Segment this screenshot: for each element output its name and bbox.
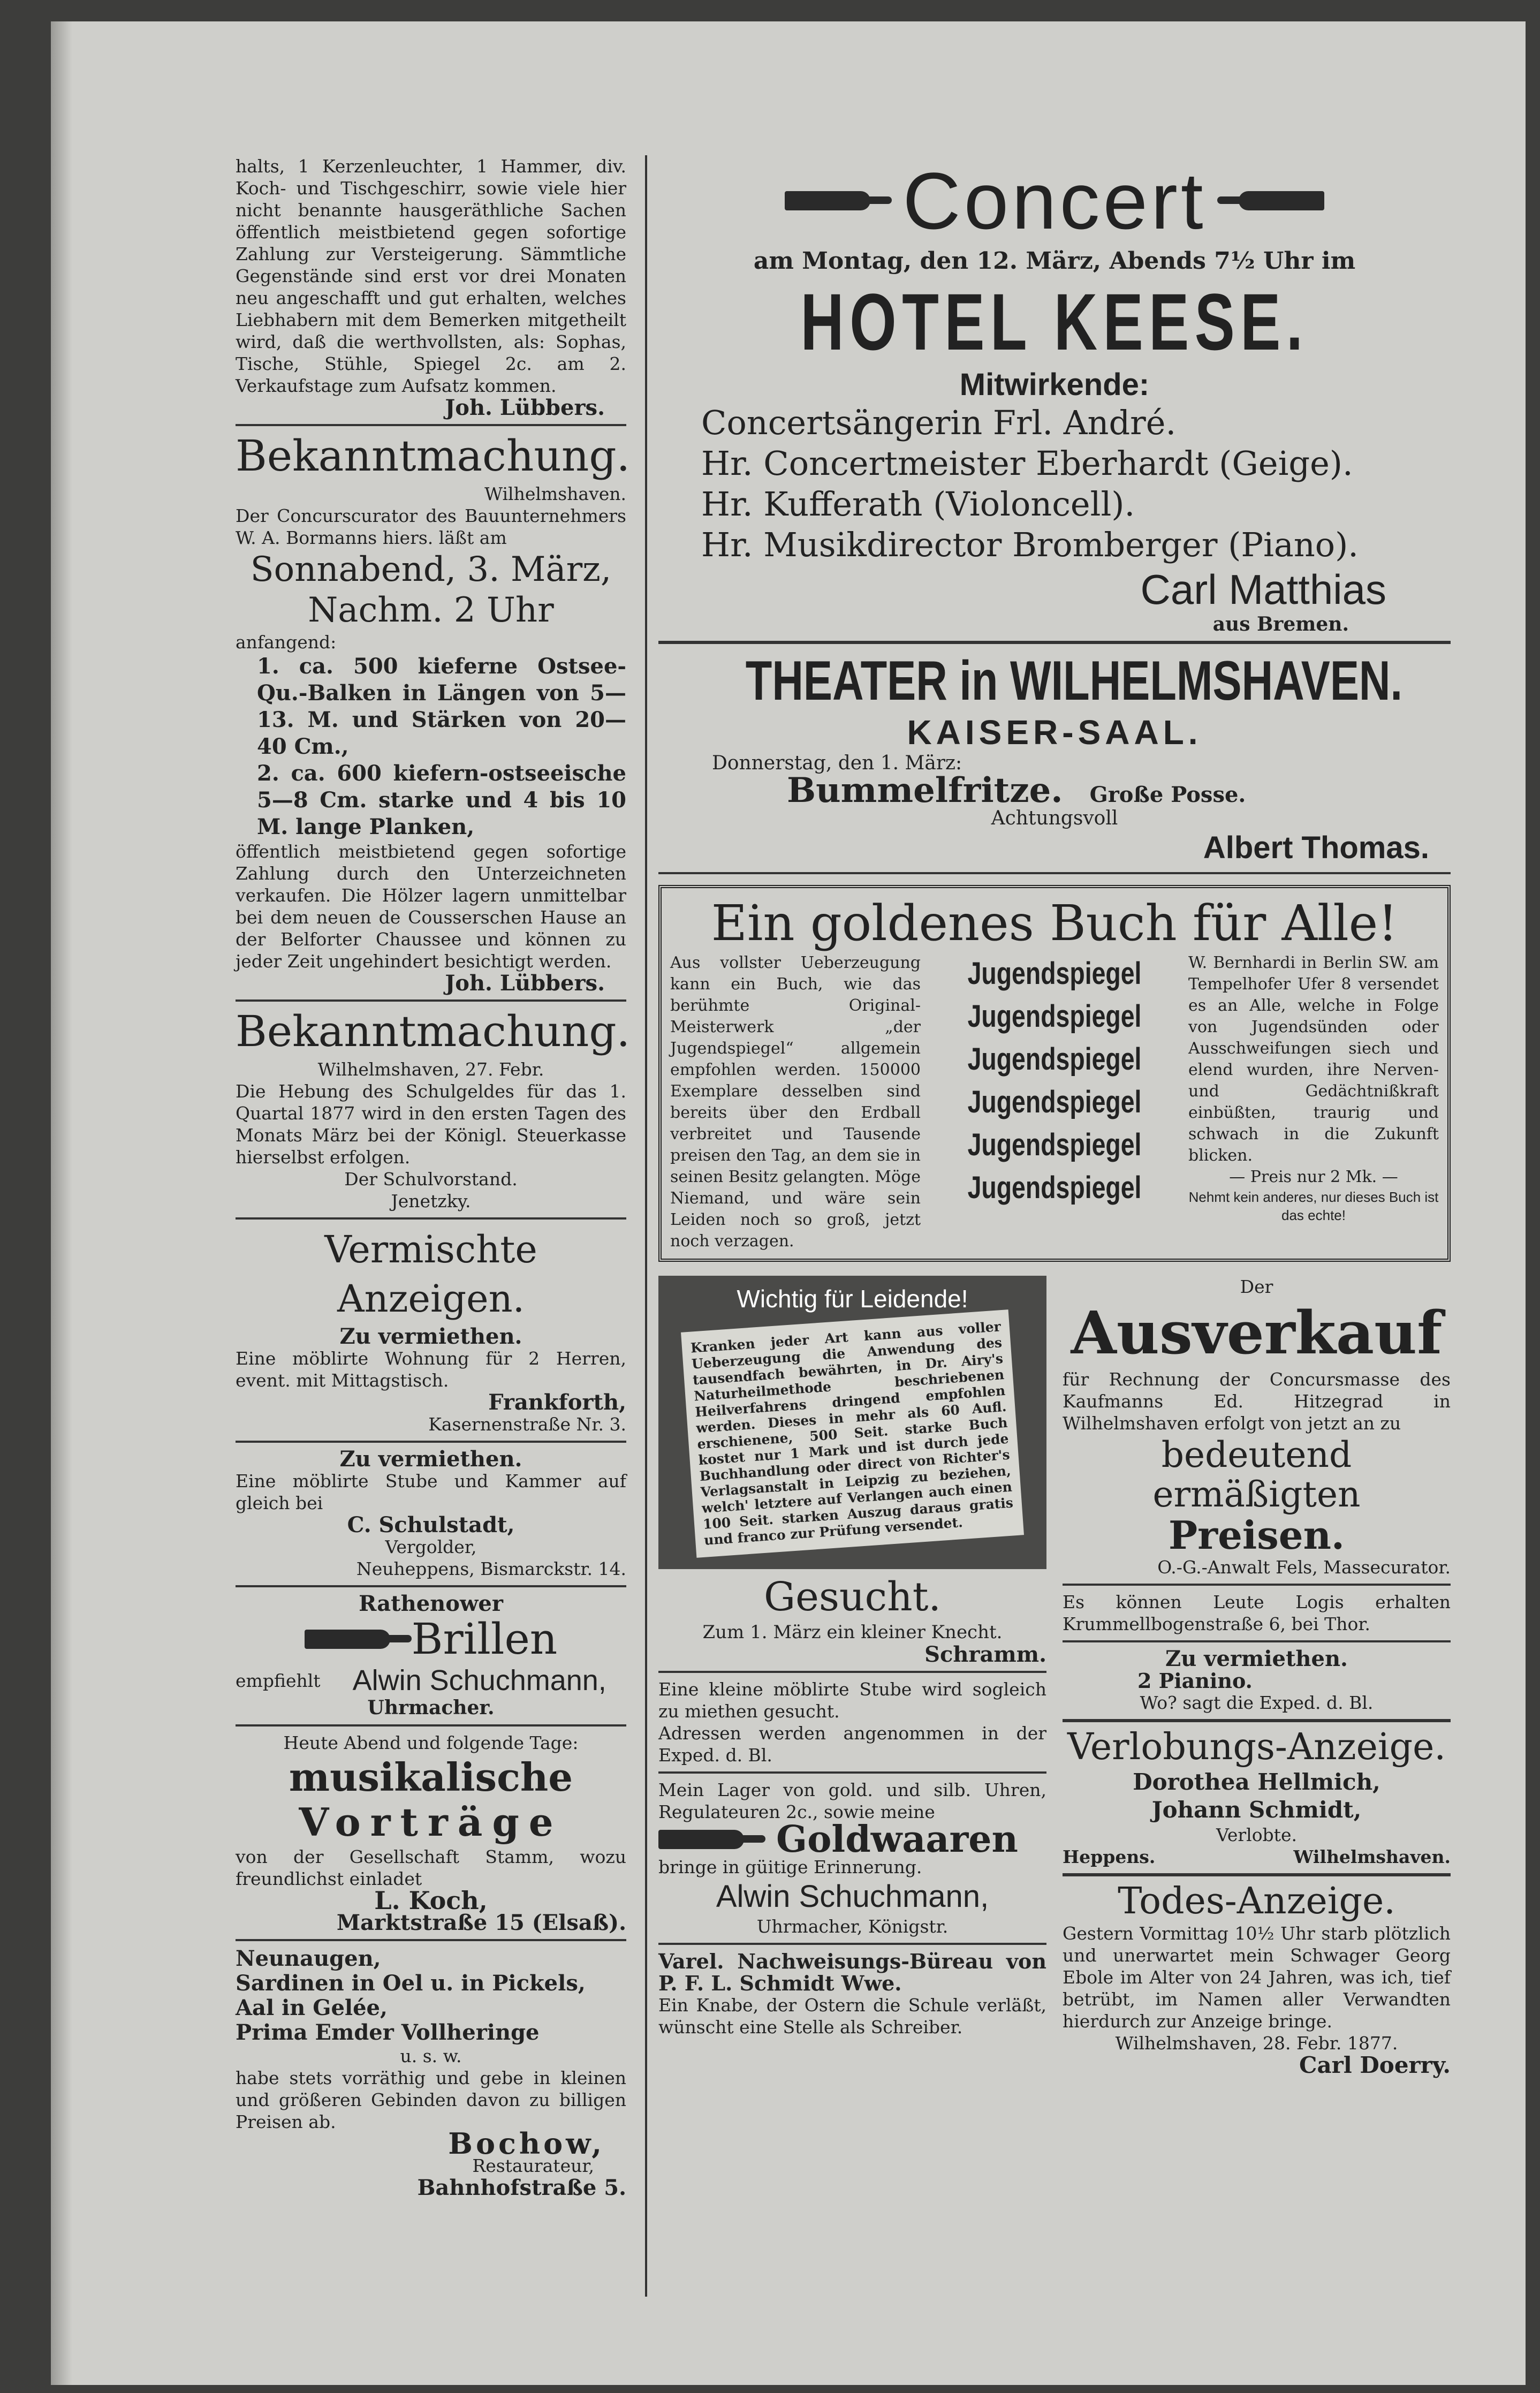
music-address: Marktstraße 15 (Elsaß). [336, 1910, 626, 1935]
book-center-item: Jugendspiegel [967, 999, 1142, 1034]
auction-body: öffentlich meistbietend gegen sofortige Zahlung durch den Unterzeichneten verkaufen. Die Hölzer lagern unmittelbar bei dem neuen de Cousserschen Hause an der Belforter Chaussee und können zu jeder Zeit ungehindert besichtigt werden. [236, 841, 626, 972]
divider [1063, 1873, 1451, 1876]
book-center-list [929, 952, 1180, 1252]
auction-item-1: 1. ca. 500 kieferne Ostsee-Qu.-Balken in Längen von 5—13. M. und Stärken von 20—40 Cm., [257, 654, 626, 759]
sale-heading-2: Preisen. [1169, 1512, 1345, 1558]
piano-text: 2 Pianino. [1137, 1669, 1253, 1693]
concert-venue: HOTEL KEESE. [800, 277, 1309, 367]
school-notice-sig2: Jenetzky. [391, 1191, 471, 1211]
music-body: von der Gesellschaft Stamm, wozu freundlichst einladet [236, 1846, 626, 1889]
gold-address: Uhrmacher, Königstr. [756, 1916, 949, 1937]
sale-signature: O.-G.-Anwalt Fels, Massecurator. [1157, 1557, 1451, 1578]
pointing-hand-icon [785, 191, 870, 210]
book-center-item: Jugendspiegel [967, 956, 1142, 991]
engagement-sub: Verlobte. [1216, 1824, 1297, 1845]
fish-address: Bahnhofstraße 5. [417, 2175, 626, 2200]
health-notice-title: Wichtig für Leidende! [737, 1285, 968, 1313]
lower-left-col [658, 1276, 1046, 2076]
lower-columns [658, 1276, 1451, 2076]
piano-heading: Zu vermiethen. [1165, 1646, 1348, 1671]
gold-heading-row [658, 1818, 1046, 1861]
engagement-name-2: Johann Schmidt, [1151, 1797, 1362, 1823]
rent1-name: Frankforth, [488, 1390, 626, 1415]
book-center-item: Jugendspiegel [967, 1042, 1142, 1077]
book-left-text: Aus vollster Ueberzeugung kann ein Buch, wie das berühmte Original-Meisterwerk „der Jugendspiegel“ allgemein empfohlen werden. 150000 Exemplare desselben sind bereits über den Erdball verbreitet und Tausende preisen den Tag, an dem sie in seinen Besitz gelangten. Möge Niemand, und wäre sein Leiden noch so groß, jetzt noch verzagen. [670, 953, 921, 1251]
fish-item-5: u. s. w. [400, 2046, 462, 2066]
music-intro: Heute Abend und folgende Tage: [283, 1732, 579, 1753]
book-title: Ein goldenes Buch für Alle! [711, 895, 1398, 952]
book-right-col [1180, 952, 1439, 1252]
engagement-places [1063, 1846, 1451, 1868]
right-column [658, 155, 1451, 2076]
school-notice-text: Die Hebung des Schulgeldes für das 1. Quartal 1877 wird in den ersten Tagen des Monats März bei der Königl. Steuerkasse hierselbst erfolgen. [236, 1081, 626, 1168]
theater-play: Bummelfritze. [787, 770, 1063, 811]
auction-time: Nachm. 2 Uhr [308, 590, 554, 630]
glasses-job: Uhrmacher. [367, 1697, 495, 1719]
book-end: Nehmt kein anderes, nur dieses Buch ist das echte! [1188, 1189, 1439, 1223]
rent2-name: C. Schulstadt, [347, 1512, 515, 1538]
concert-performer-1: Concertsängerin Frl. André. [701, 403, 1177, 442]
concert-performers-label: Mitwirkende: [959, 367, 1150, 402]
music-name: L. Koch, [374, 1886, 488, 1915]
column-divider [645, 155, 647, 2297]
piano-where: Wo? sagt die Exped. d. Bl. [1140, 1692, 1374, 1713]
theater-subtitle: KAISER-SAAL. [907, 713, 1202, 752]
pointing-hand-icon [1239, 191, 1324, 210]
divider [658, 1671, 1046, 1673]
wanted-text: Zum 1. März ein kleiner Knecht. [702, 1622, 1003, 1643]
book-price: — Preis nur 2 Mk. — [1229, 1168, 1398, 1186]
sale-title: Ausverkauf [1071, 1298, 1443, 1367]
concert-organizer-city: aus Bremen. [1212, 613, 1349, 635]
glasses-name: Alwin Schuchmann, [352, 1664, 606, 1697]
rent2-address: Neuheppens, Bismarckstr. 14. [356, 1558, 626, 1579]
glasses-name-row [236, 1664, 626, 1697]
theater-director: Albert Thomas. [1203, 830, 1429, 865]
divider [658, 641, 1451, 644]
auction-signature-2: Joh. Lübbers. [445, 971, 605, 996]
fish-item-2: Sardinen in Oel u. in Pickels, [236, 1971, 586, 1996]
concert-date: am Montag, den 12. März, Abends 7½ Uhr im [753, 247, 1356, 275]
announcement-text: Der Concurscurator des Bauunternehmers W. A. Bormanns hiers. läßt am [236, 505, 626, 548]
rent1-address: Kasernenstraße Nr. 3. [428, 1414, 626, 1435]
health-notice [658, 1276, 1046, 1569]
wanted-title: Gesucht. [764, 1574, 941, 1620]
page-fold-shadow [51, 21, 72, 2385]
theater-play-row [658, 770, 1451, 811]
rent2-text: Eine möblirte Stube und Kammer auf gleich bei [236, 1471, 626, 1513]
sale-heading-1: bedeutend ermäßigten [1152, 1434, 1361, 1515]
book-center-item: Jugendspiegel [967, 1170, 1142, 1205]
rent1-heading: Zu vermiethen. [339, 1324, 522, 1349]
auction-intro: halts, 1 Kerzenleuchter, 1 Hammer, div. Koch- und Tischgeschirr, sowie viele hier nicht benannte hausgeräthliche Sachen öffentlich meistbietend gegen sofortige Zahlung zur Versteigerung. Sämmtliche Gegenstände sind erst vor drei Monaten neu angeschafft und gut erhalten, welches Liebhabern mit dem Bemerken mitgetheilt wird, daß die werthvollsten, als: Sophas, Tische, Stühle, Spiegel 2c. am 2. Verkaufstage zum Aufsatz kommen. [236, 156, 626, 396]
engagement-place-2: Wilhelmshaven. [1293, 1846, 1451, 1867]
fish-item-4: Prima Emder Vollheringe [236, 2020, 540, 2045]
auction-signature: Joh. Lübbers. [445, 395, 605, 420]
divider [236, 424, 626, 426]
fish-body: habe stets vorräthig und gebe in kleinen und größeren Gebinden davon zu billigen Preisen ab. [236, 2068, 626, 2132]
theater-regards: Achtungsvoll [991, 807, 1118, 829]
fish-item-3: Aal in Gelée, [236, 1995, 388, 2020]
music-heading-1: musikalische [289, 1754, 573, 1800]
theater-genre: Große Posse. [1089, 782, 1246, 807]
fish-item-1: Neunaugen, [236, 1946, 381, 1971]
divider [236, 1585, 626, 1587]
sale-text: für Rechnung der Concursmasse des Kaufmanns Ed. Hitzegrad in Wilhelmshaven erfolgt von jetzt an zu [1063, 1369, 1451, 1434]
lower-right-col [1063, 1276, 1451, 2076]
engagement-title: Verlobungs-Anzeige. [1067, 1726, 1446, 1768]
theater-title: THEATER in WILHELMSHAVEN. [745, 650, 1403, 712]
glasses-heading: Brillen [411, 1614, 558, 1664]
auction-date: Sonnabend, 3. März, [250, 550, 612, 589]
glasses-pre: Rathenower [359, 1591, 503, 1616]
divider [236, 1441, 626, 1443]
rent2-heading: Zu vermiethen. [339, 1447, 522, 1472]
sale-pre: Der [1240, 1276, 1273, 1297]
school-notice-title: Bekanntmachung. [236, 1006, 631, 1056]
concert-title: Concert [902, 156, 1207, 246]
room-wanted-text-2: Adressen werden angenommen in der Exped. d. Bl. [658, 1723, 1046, 1766]
divider [236, 1939, 626, 1941]
music-heading-2: Vorträge [299, 1799, 563, 1845]
pointing-hand-icon [305, 1630, 390, 1649]
divider [658, 1943, 1046, 1945]
gold-text: Mein Lager von gold. und silb. Uhren, Regulateuren 2c., sowie meine [658, 1779, 1046, 1822]
school-notice-sig1: Der Schulvorstand. [344, 1169, 518, 1190]
glasses-recommend: empfiehlt [236, 1670, 321, 1691]
gold-text-2: bringe in güitige Erinnerung. [658, 1857, 922, 1877]
auction-start: anfangend: [236, 632, 337, 653]
engagement-name-1: Dorothea Hellmich, [1133, 1769, 1380, 1795]
concert-performer-3: Hr. Kufferath (Violoncell). [701, 484, 1135, 524]
glasses-heading-row [236, 1615, 626, 1664]
book-right-text: W. Bernhardi in Berlin SW. am Tempelhofer Ufer 8 versendet es an Alle, welche in Folge von Jugendsünden oder Ausschweifungen siech und elend wurden, ihre Nerven- und Gedächtnißkraft einbüßten, traurig und schwach in die Zukunft blicken. [1188, 953, 1439, 1165]
death-notice-date: Wilhelmshaven, 28. Febr. 1877. [1115, 2033, 1398, 2054]
gold-heading: Goldwaaren [776, 1818, 1018, 1861]
death-notice-text: Gestern Vormittag 10½ Uhr starb plötzlich und unerwartet mein Schwager Georg Ebole im Alter von 24 Jahren, was ich, tief betrübt, im Namen aller Verwandten hierdurch zur Anzeige bringe. [1063, 1923, 1451, 2032]
divider [658, 872, 1451, 874]
announcement-title: Bekanntmachung. [236, 431, 631, 481]
book-columns [670, 952, 1439, 1252]
divider [1063, 1640, 1451, 1642]
rent1-text: Eine möblirte Wohnung für 2 Herren, event. mit Mittagstisch. [236, 1348, 626, 1391]
room-wanted-text: Eine kleine möblirte Stube wird sogleich zu miethen gesucht. [658, 1679, 1046, 1722]
divider [236, 999, 626, 1002]
divider [1063, 1584, 1451, 1586]
left-column [236, 155, 631, 2200]
concert-performer-2: Hr. Concertmeister Eberhardt (Geige). [701, 444, 1353, 483]
book-center-item: Jugendspiegel [967, 1085, 1142, 1119]
health-notice-text: Kranken jeder Art kann aus voller Ueberzeugung die Anwendung des tausendfach bewährten, in Dr. Airy's Naturheilmethode beschriebenen Heilverfahrens dringend empfohlen werden. Dieses in mehr als 60 Aufl. erschienene, 500 Seit. starke Buch kostet nur 1 Mark und ist durch jede Buchhandlung oder direct von Richter's Verlagsanstalt in Leipzig zu beziehen, welch' letztere auf Verlangen auch einen 100 Seit. starken Auszug daraus gratis und franco zur Prüfung versendet. [681, 1309, 1024, 1558]
varel-heading: Varel. Nachweisungs-Büreau von P. F. L. Schmidt Wwe. [658, 1949, 1046, 1995]
death-notice-title: Todes-Anzeige. [1118, 1880, 1395, 1922]
book-advertisement [658, 885, 1451, 1262]
auction-item-2: 2. ca. 600 kiefern-ostseeische 5—8 Cm. starke und 4 bis 10 M. lange Planken, [257, 761, 626, 839]
divider [1063, 1719, 1451, 1722]
fish-job: Restaurateur, [472, 2155, 594, 2176]
gold-name: Alwin Schuchmann, [716, 1879, 989, 1914]
announcement-place: Wilhelmshaven. [484, 483, 626, 504]
divider [236, 1217, 626, 1220]
engagement-place-1: Heppens. [1063, 1846, 1156, 1867]
lodging-text: Es können Leute Logis erhalten Krummellbogenstraße 6, bei Thor. [1063, 1592, 1451, 1634]
misc-ads-title: Vermischte Anzeigen. [324, 1228, 537, 1321]
death-notice-signature: Carl Doerry. [1299, 2052, 1451, 2078]
concert-organizer: Carl Matthias [1140, 566, 1386, 613]
rent2-job: Vergolder, [385, 1536, 477, 1557]
wanted-name: Schramm. [924, 1642, 1046, 1667]
divider [236, 1724, 626, 1726]
fish-name: Bochow, [448, 2126, 605, 2161]
theater-date: Donnerstag, den 1. März: [712, 752, 962, 774]
concert-performer-4: Hr. Musikdirector Bromberger (Piano). [701, 525, 1359, 564]
book-center-item: Jugendspiegel [967, 1127, 1142, 1162]
school-notice-place: Wilhelmshaven, 27. Febr. [317, 1059, 544, 1080]
divider [658, 1771, 1046, 1774]
varel-text: Ein Knabe, der Ostern die Schule verläßt, wünscht eine Stelle als Schreiber. [658, 1995, 1046, 2038]
concert-heading-row [658, 155, 1451, 246]
pointing-hand-icon [658, 1830, 744, 1849]
